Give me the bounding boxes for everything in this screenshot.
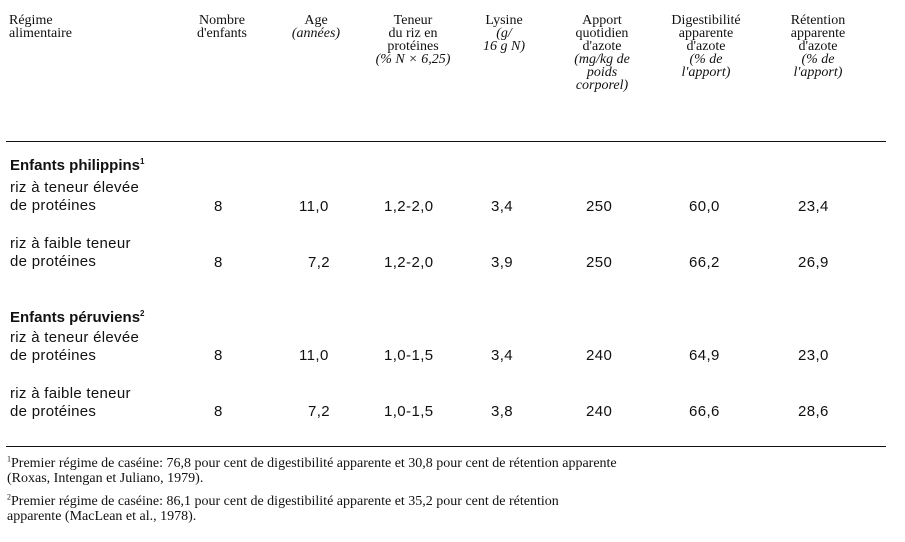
footnote-2: $^2$Premier régime de caséine: 86,1 pour cent de digestibilité apparente et 35,2 pour cent de rétention apparente (MacLean et al., 1978). bbox=[7, 492, 559, 524]
header-regime: Régime alimentaire bbox=[9, 13, 72, 41]
cell-age: 11,0 bbox=[299, 347, 329, 364]
row-label: riz à faible teneur de protéines bbox=[10, 385, 131, 420]
row-label: riz à teneur élevée de protéines bbox=[10, 179, 140, 214]
footnote-1: $^1$Premier régime de caséine: 76,8 pour cent de digestibilité apparente et 30,8 pour cent de rétention apparente (Roxas, Intengan et Juliano, 1979). bbox=[7, 454, 617, 486]
cell-digestibilite: 64,9 bbox=[689, 347, 720, 364]
row-label: riz à faible teneur de protéines bbox=[10, 235, 131, 270]
cell-apport: 240 bbox=[586, 403, 613, 420]
cell-retention: 23,0 bbox=[798, 347, 829, 364]
cell-teneur: 1,0-1,5 bbox=[384, 347, 434, 364]
cell-apport: 240 bbox=[586, 347, 613, 364]
cell-retention: 23,4 bbox=[798, 198, 829, 215]
cell-lysine: 3,8 bbox=[491, 403, 514, 420]
cell-digestibilite: 66,2 bbox=[689, 254, 720, 271]
cell-digestibilite: 60,0 bbox=[689, 198, 720, 215]
group-title-philippins: Enfants philippins$^1$ bbox=[10, 157, 145, 174]
cell-nombre: 8 bbox=[214, 198, 223, 215]
header-age: Age (années) bbox=[291, 13, 341, 41]
cell-age: 11,0 bbox=[299, 198, 329, 215]
cell-nombre: 8 bbox=[214, 254, 223, 271]
cell-apport: 250 bbox=[586, 198, 613, 215]
group-title-peruviens: Enfants péruviens$^2$ bbox=[10, 309, 145, 326]
cell-nombre: 8 bbox=[214, 347, 223, 364]
footer-rule bbox=[6, 446, 886, 447]
header-digestibilite: Digestibilité apparente d'azote (% de l'apport) bbox=[671, 13, 741, 80]
row-label: riz à teneur élevée de protéines bbox=[10, 329, 140, 364]
cell-teneur: 1,2-2,0 bbox=[384, 198, 434, 215]
cell-nombre: 8 bbox=[214, 403, 223, 420]
cell-teneur: 1,0-1,5 bbox=[384, 403, 434, 420]
header-nombre: Nombre d'enfants bbox=[197, 13, 247, 41]
header-rule bbox=[6, 141, 886, 142]
cell-teneur: 1,2-2,0 bbox=[384, 254, 434, 271]
header-apport: Apport quotidien d'azote (mg/kg de poids corporel) bbox=[574, 13, 630, 93]
cell-digestibilite: 66,6 bbox=[689, 403, 720, 420]
cell-retention: 28,6 bbox=[798, 403, 829, 420]
header-lysine: Lysine (g/ 16 g N) bbox=[483, 13, 525, 54]
cell-lysine: 3,4 bbox=[491, 198, 514, 215]
header-retention: Rétention apparente d'azote (% de l'apport) bbox=[790, 13, 846, 80]
cell-apport: 250 bbox=[586, 254, 613, 271]
cell-lysine: 3,9 bbox=[491, 254, 514, 271]
header-teneur: Teneur du riz en protéines (% N × 6,25) bbox=[375, 13, 451, 67]
cell-age: 7,2 bbox=[308, 254, 331, 271]
cell-lysine: 3,4 bbox=[491, 347, 514, 364]
cell-age: 7,2 bbox=[308, 403, 331, 420]
cell-retention: 26,9 bbox=[798, 254, 829, 271]
